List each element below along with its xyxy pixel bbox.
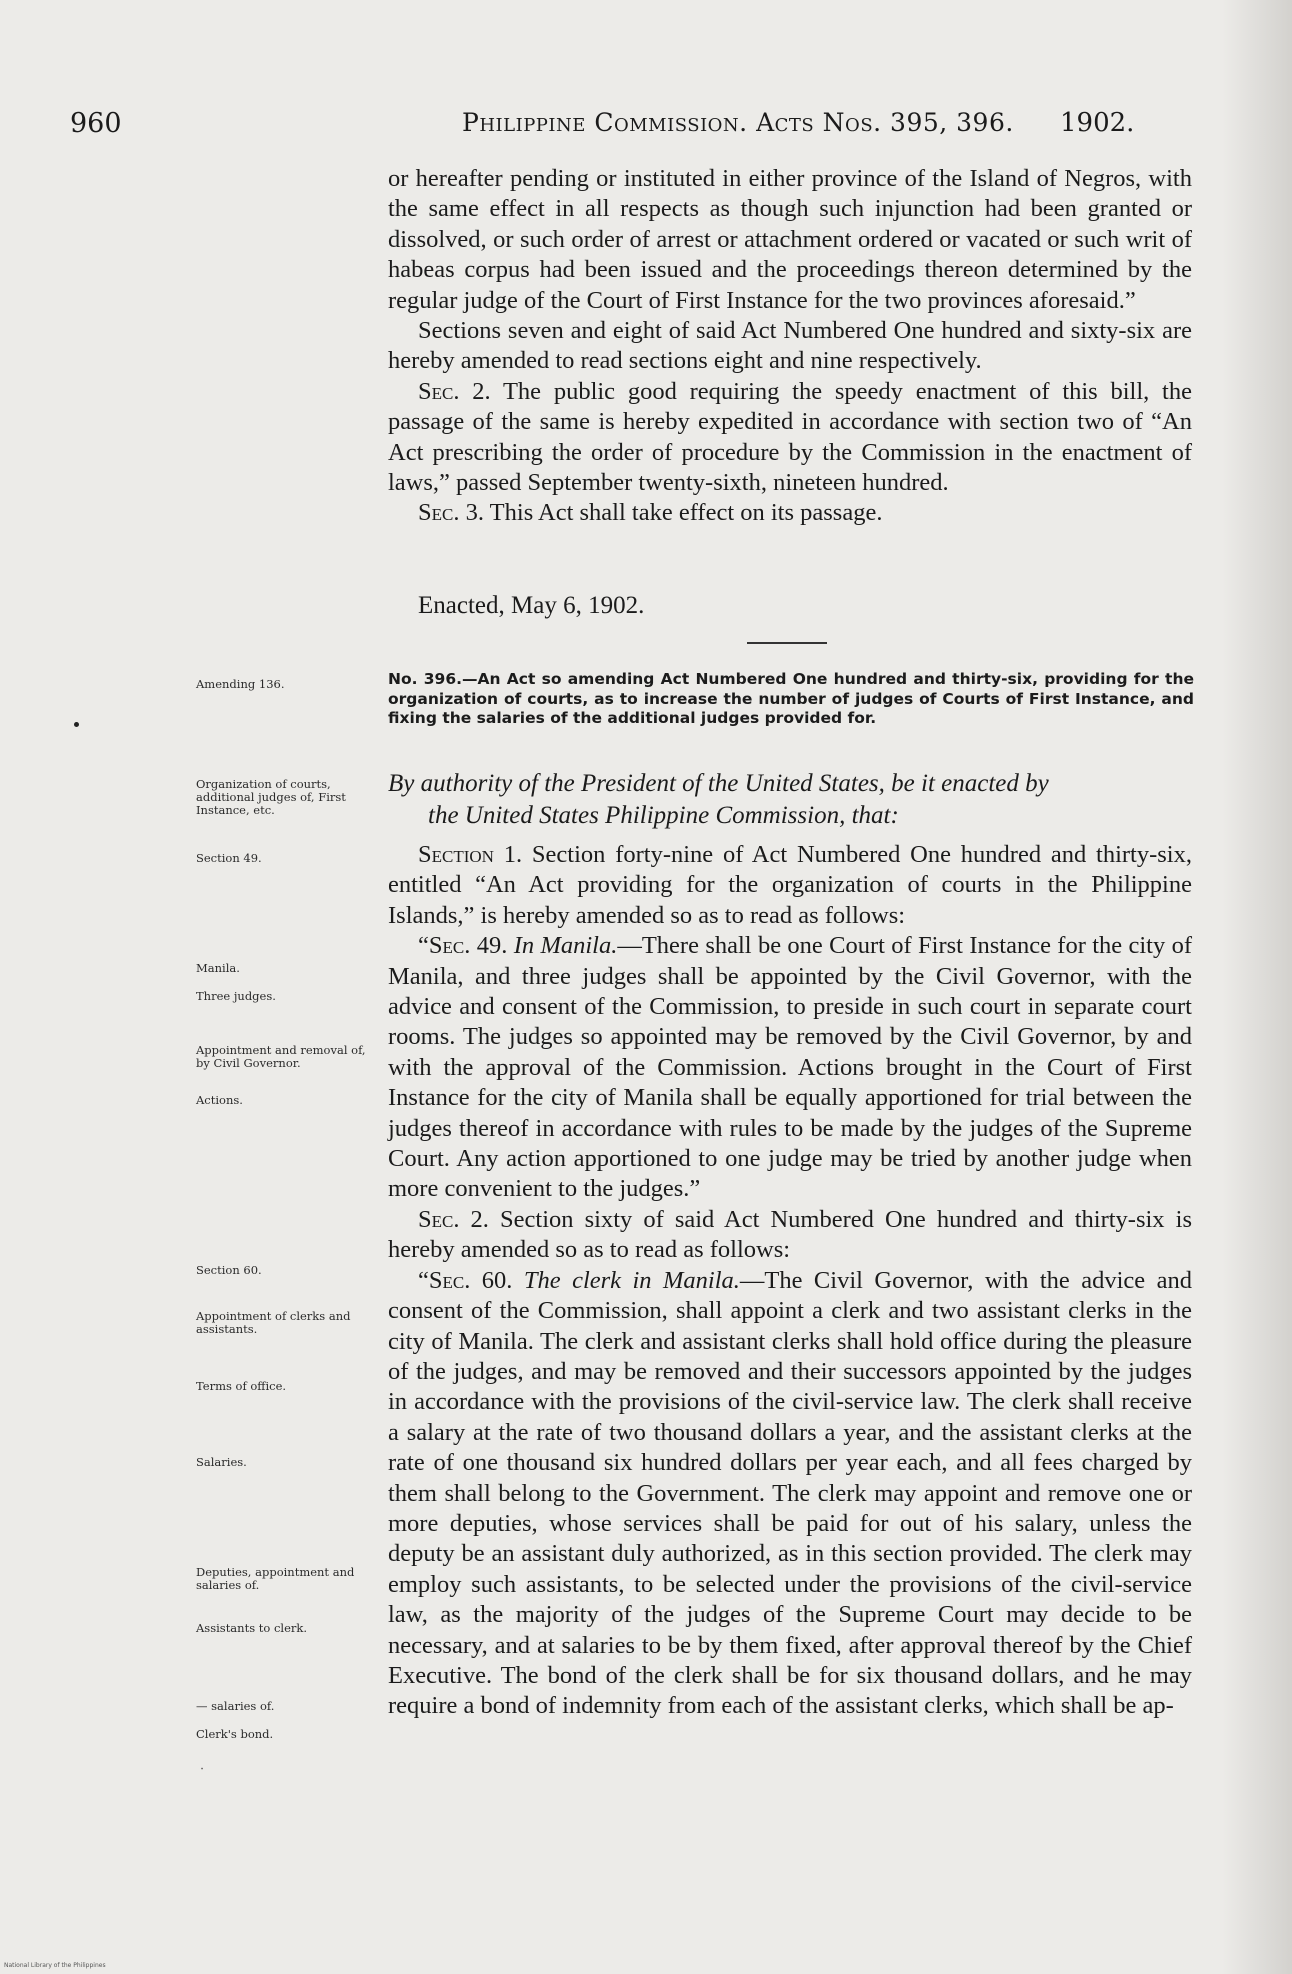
page-edge-shadow (1222, 0, 1292, 1974)
divider-rule (747, 642, 827, 644)
margin-note-appointment: Appointment and removal of, by Civil Governor. (196, 1043, 366, 1070)
margin-note-manila: Manila. (196, 961, 240, 975)
page-number: 960 (70, 108, 122, 139)
paragraph (388, 377, 1192, 499)
act-title: —An Act so amending Act Numbered One hundred and thirty-six, providing for the organization of courts, as to increase the number of judges of Courts of First Instance, and fixing the salaries of the additional judges provided for. (388, 670, 1194, 727)
act-number: No. 396. (388, 670, 462, 688)
margin-note-section-49: Section 49. (196, 851, 262, 865)
act-395-conclusion (388, 164, 1192, 529)
act-396-heading (388, 670, 1194, 729)
margin-note-assistants: Assistants to clerk. (196, 1621, 307, 1635)
section-text: The public good requiring the speedy enactment of this bill, the passage of the same is hereby expedited in accordance with section two of “An Act prescribing the order of procedure by the Commission in the enactment of laws,” passed September twenty-sixth, nineteen hundred. (388, 377, 1192, 497)
section-label: Sec. 3. (418, 499, 484, 527)
paragraph (388, 1205, 1192, 1266)
section-text: Section sixty of said Act Numbered One hundred and thirty-six is hereby amended so as to read as follows: (388, 1205, 1192, 1264)
section-text: —The Civil Governor, with the advice and consent of the Commission, shall appoint a clerk and two assistant clerks in the city of Manila. The clerk and assistant clerks shall hold office during the pleasure of the judges, and may be removed and their successors appointed by the judges in accordance with the provisions of the civil-service law. The clerk shall receive a salary at the rate of two thousand dollars a year, and the assistant clerks at the rate of one thousand six hundred dollars per year each, and all fees charged by them shall belong to the Government. The clerk may appoint and remove one or more deputies, whose services shall be paid for out of his salary, unless the deputy be an assistant duly authorized, as in this section provided. The clerk may employ such assistants, to be selected under the provisions of the civil-service law, as the majority of the judges of the Supreme Court may decide to be necessary, and at salaries to be by them fixed, after approval thereof by the Chief Executive. The bond of the clerk shall be for six thousand dollars, and he may require a bond of indemnity from each of the assistant clerks, which shall be ap- (388, 1266, 1192, 1720)
margin-note-terms: Terms of office. (196, 1379, 287, 1393)
margin-note-salaries-of: — salaries of. (196, 1699, 275, 1713)
section-heading: The clerk in Manila. (523, 1266, 740, 1294)
section-label: “Sec. 49. (418, 932, 508, 960)
enacting-line: the United States Philippine Commission, that: (428, 802, 899, 829)
stray-mark (74, 722, 79, 727)
paragraph (388, 840, 1192, 931)
margin-note-organization: Organization of courts, additional judges of, First Instance, etc. (196, 777, 346, 817)
margin-note-amending: Amending 136. (196, 677, 285, 691)
page-header (0, 108, 1292, 148)
margin-note-salaries: Salaries. (196, 1455, 247, 1469)
margin-note-actions: Actions. (196, 1093, 243, 1107)
paragraph (388, 931, 1192, 1205)
paragraph: Sections seven and eight of said Act Numbered One hundred and sixty-six are hereby amended to read sections eight and nine respectively. (388, 317, 1192, 375)
section-label: Sec. 2. (418, 377, 491, 405)
section-text: —There shall be one Court of First Instance for the city of Manila, and three judges shall be appointed by the Civil Governor, with the advice and consent of the Commission, to preside in such court in separate court rooms. The judges so appointed may be removed by the Civil Governor, by and with the approval of the Commission. Actions brought in the Court of First Instance for the city of Manila shall be equally apportioned for trial between the judges thereof in accordance with rules to be made by the judges of the Supreme Court. Any action apportioned to one judge may be tried by another judge when more convenient to the judges.” (388, 932, 1192, 1203)
running-head: Philippine Commission. Acts Nos. 395, 396. (462, 108, 1014, 137)
paragraph (388, 1266, 1192, 1722)
paragraph (388, 498, 1192, 528)
margin-note-deputies: Deputies, appointment and salaries of. (196, 1565, 355, 1592)
section-label: Sec. 2. (418, 1205, 489, 1233)
section-label: Section 1. (418, 841, 523, 868)
section-label: “Sec. 60. (418, 1266, 513, 1294)
section-text: This Act shall take effect on its passage. (483, 499, 883, 527)
enacted-date: Enacted, May 6, 1902. (418, 592, 645, 619)
margin-note-three-judges: Three judges. (196, 989, 276, 1003)
section-heading: In Manila. (513, 932, 618, 960)
paragraph: or hereafter pending or instituted in either province of the Island of Negros, with the same effect in all respects as though such injunction had been granted or dissolved, or such order of arrest or attachment ordered or vacated or such writ of habeas corpus had been issued and the proceedings thereon determined by the regular judge of the Court of First Instance for the two provinces aforesaid.” (388, 165, 1192, 314)
enacting-clause (388, 768, 1194, 832)
margin-note-appointment-clerks: Appointment of clerks and assistants. (196, 1309, 351, 1336)
header-year: 1902. (1060, 108, 1135, 138)
section-text: Section forty-nine of Act Numbered One hundred and thirty-six, entitled “An Act providing for the organization of courts in the Philippine Islands,” is hereby amended so as to read as follows: (388, 841, 1192, 929)
footer-watermark: National Library of the Philippines (4, 1962, 106, 1969)
enacting-line: By authority of the President of the United States, be it enacted by (388, 770, 1049, 797)
margin-note-bond: Clerk's bond. (196, 1727, 274, 1741)
act-396-body (388, 840, 1192, 1722)
stray-mark: ˑ (200, 1762, 205, 1776)
margin-note-section-60: Section 60. (196, 1263, 262, 1277)
